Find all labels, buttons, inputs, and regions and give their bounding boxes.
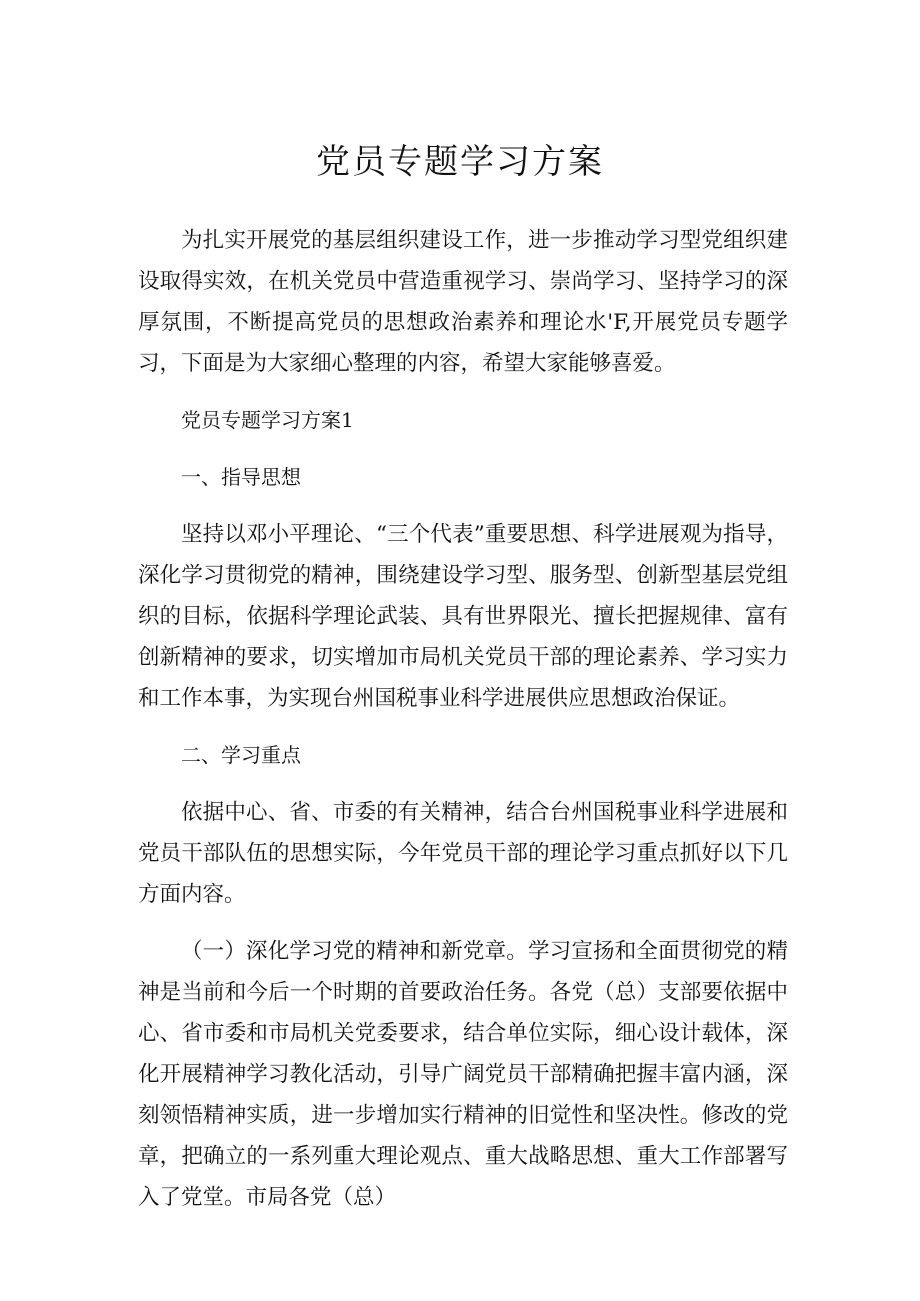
paragraph-item-one: （一）深化学习党的精神和新党章。学习宣扬和全面贯彻党的精神是当前和今后一个时期的首要政治任务。各党（总）支部要依据中心、省市委和市局机关党委要求，结合单位实际，细心设计载体，深化开展精神学习教化活动，引导广阔党员干部精确把握丰富内涵，深刻领悟精神实质，进一步增加实行精神的旧觉性和坚决性。修改的党章，把确立的一系列重大理论观点、重大战略思想、重大工作部署写入了党堂。市局各党（总）: [138, 939, 788, 1210]
paragraph-guiding-thought: 坚持以邓小平理论、“三个代表”重要思想、科学进展观为指导，深化学习贯彻党的精神，围绕建设学习型、服务型、创新型基层党组织的目标，依据科学理论武装、具有世界限光、擅长把握规律、富有创新精神的要求，切实增加市局机关党员干部的理论素养、学习实力和工作本事，为实现台州国税事业科学进展供应思想政治保证。: [138, 522, 788, 711]
heading-guiding-thought: 一、指导思想: [181, 465, 301, 489]
heading-study-focus: 二、学习重点: [181, 743, 301, 767]
document-body: [138, 220, 788, 1234]
document-title: 党员专题学习方案: [316, 142, 604, 182]
paragraph-study-focus: 依据中心、省、市委的有关精神，结合台州国税事业科学进展和党员干部队伍的思想实际，今年党员干部的理论学习重点抓好以下几方面内容。: [138, 800, 788, 907]
section-title: 党员专题学习方案1: [181, 408, 354, 432]
intro-paragraph: 为扎实开展党的基层组织建设工作，进一步推动学习型党组织建设取得实效，在机关党员中营造重视学习、崇尚学习、坚持学习的深厚氛围，不断提高党员的思想政治素养和理论水'F,开展党员专题学习，下面是为大家细心整理的内容，希望大家能够喜爱。: [138, 228, 788, 376]
